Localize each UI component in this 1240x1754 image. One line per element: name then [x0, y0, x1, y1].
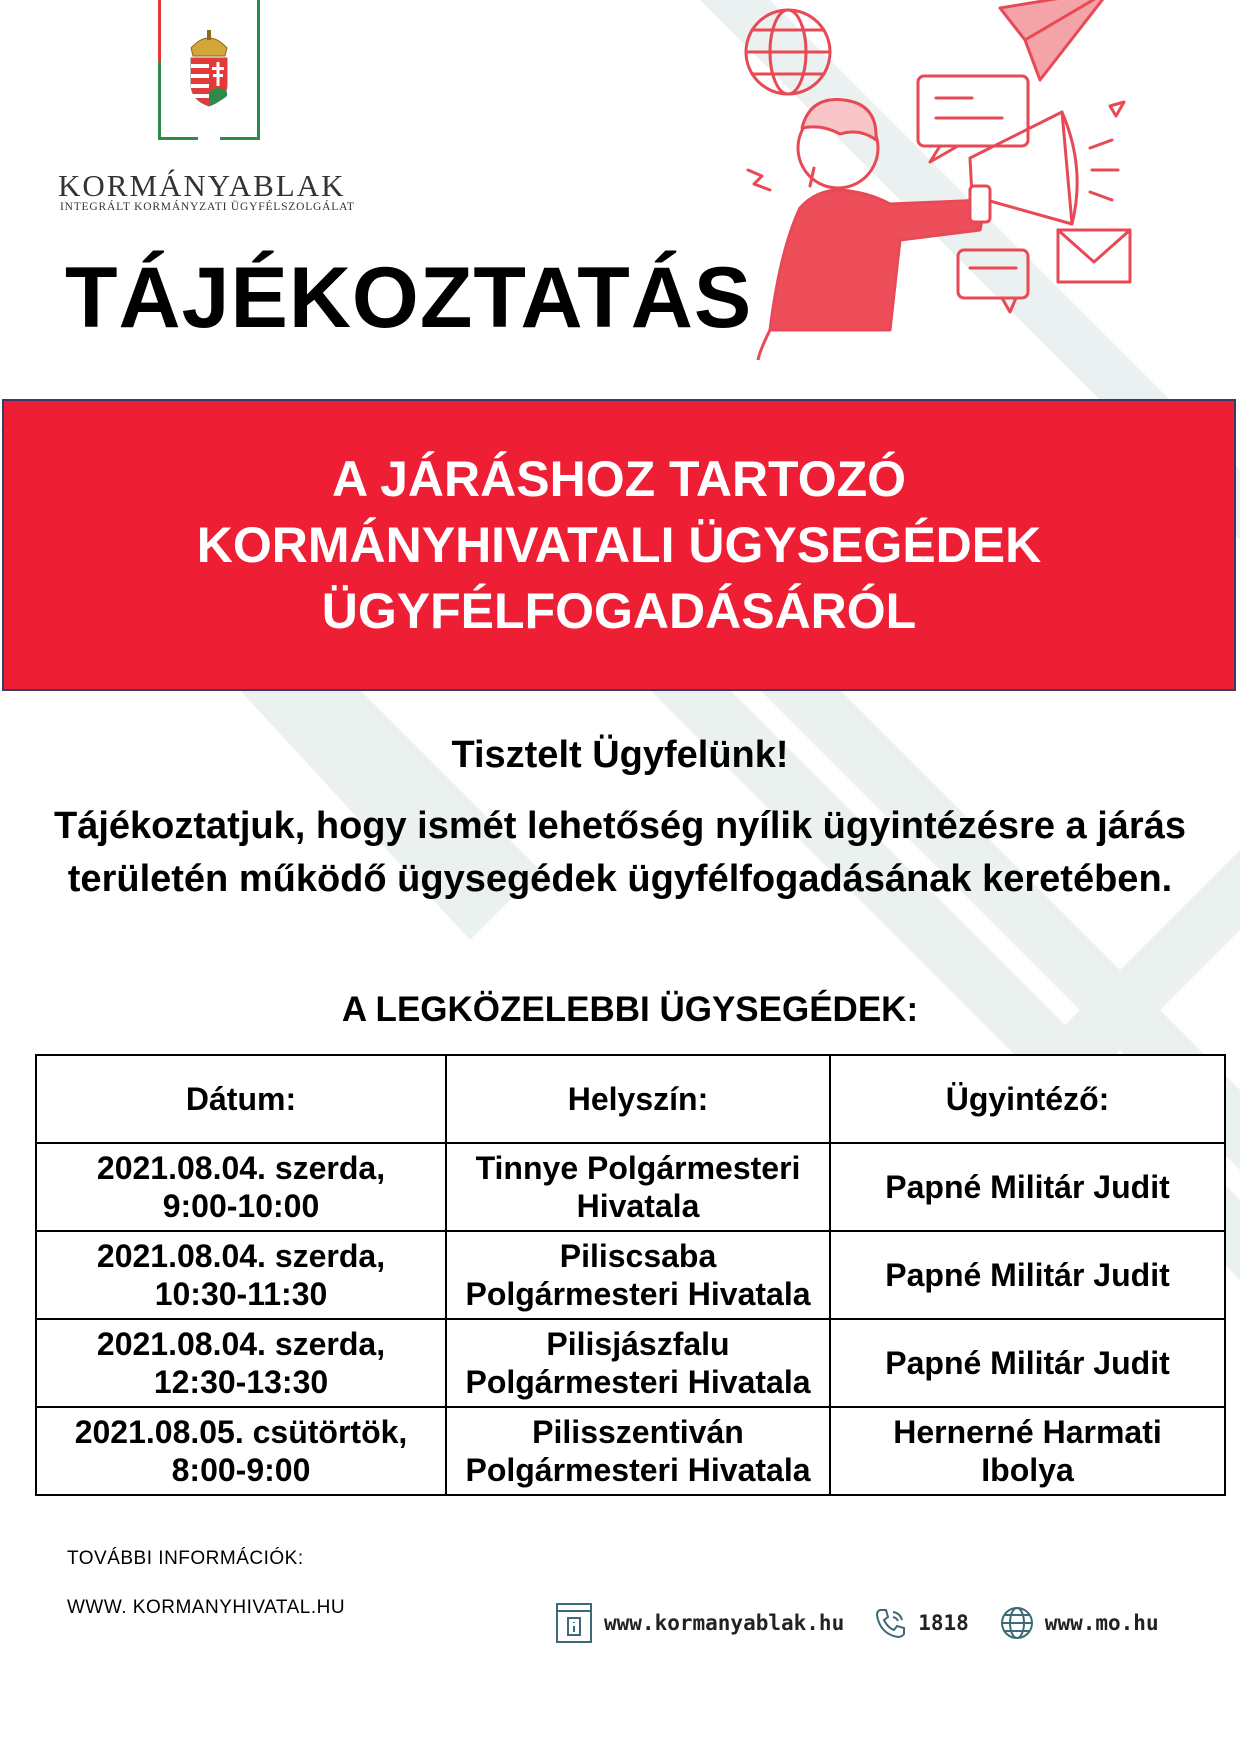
logo-name: KORMÁNYABLAK — [58, 168, 346, 203]
header-date: Dátum: — [36, 1055, 446, 1143]
cell-location: Pilisjászfalu Polgármesteri Hivatala — [446, 1319, 830, 1407]
table-row — [36, 1319, 1225, 1407]
contact-text: 1818 — [918, 1611, 969, 1635]
kormanyhivatal-link[interactable]: WWW. KORMANYHIVATAL.HU — [67, 1597, 346, 1618]
contact-mo[interactable] — [999, 1605, 1159, 1641]
banner-line-1: A JÁRÁSHOZ TARTOZÓ — [331, 451, 907, 507]
info-window-icon — [554, 1602, 594, 1644]
cell-location: Pilisszentiván Polgármesteri Hivatala — [446, 1407, 830, 1495]
contact-kormanyablak[interactable] — [554, 1602, 844, 1644]
logo-subtitle: INTEGRÁLT KORMÁNYZATI ÜGYFÉLSZOLGÁLAT — [60, 201, 355, 213]
contact-bar — [554, 1598, 1189, 1648]
cell-date: 2021.08.04. szerda, 12:30-13:30 — [36, 1319, 446, 1407]
cell-date: 2021.08.04. szerda, 9:00-10:00 — [36, 1143, 446, 1231]
cell-location: Piliscsaba Polgármesteri Hivatala — [446, 1231, 830, 1319]
table-row — [36, 1231, 1225, 1319]
hungarian-coat-of-arms-icon — [157, 0, 261, 140]
more-info-label: TOVÁBBI INFORMÁCIÓK: — [67, 1548, 304, 1569]
banner-line-2: KORMÁNYHIVATALI ÜGYSEGÉDEK — [196, 517, 1042, 573]
cell-officer: Papné Militár Judit — [830, 1143, 1225, 1231]
table-header-row — [36, 1055, 1225, 1143]
contact-phone[interactable] — [874, 1606, 969, 1640]
header-officer: Ügyintéző: — [830, 1055, 1225, 1143]
headline-banner — [2, 399, 1236, 691]
cell-officer: Hernerné Harmati Ibolya — [830, 1407, 1225, 1495]
intro-paragraph: Tájékoztatjuk, hogy ismét lehetőség nyílik ügyintézésre a járás területén működő ügysegédek ügyfélfogadásának keretében. — [54, 805, 1186, 900]
greeting: Tisztelt Ügyfelünk! — [451, 734, 789, 776]
kormanyablak-logo — [58, 0, 378, 215]
page-title: TÁJÉKOZTATÁS — [65, 250, 753, 346]
megaphone-illustration — [740, 0, 1140, 360]
cell-date: 2021.08.04. szerda, 10:30-11:30 — [36, 1231, 446, 1319]
table-row — [36, 1407, 1225, 1495]
cell-officer: Papné Militár Judit — [830, 1231, 1225, 1319]
banner-line-3: ÜGYFÉLFOGADÁSÁRÓL — [321, 583, 917, 639]
globe-icon — [999, 1605, 1035, 1641]
phone-icon — [874, 1606, 908, 1640]
header-location: Helyszín: — [446, 1055, 830, 1143]
section-title: A LEGKÖZELEBBI ÜGYSEGÉDEK: — [341, 990, 919, 1029]
schedule-table — [35, 1054, 1226, 1496]
cell-location: Tinnye Polgármesteri Hivatala — [446, 1143, 830, 1231]
cell-date: 2021.08.05. csütörtök, 8:00-9:00 — [36, 1407, 446, 1495]
contact-text: www.kormanyablak.hu — [604, 1611, 845, 1635]
cell-officer: Papné Militár Judit — [830, 1319, 1225, 1407]
table-row — [36, 1143, 1225, 1231]
contact-text: www.mo.hu — [1044, 1611, 1159, 1635]
